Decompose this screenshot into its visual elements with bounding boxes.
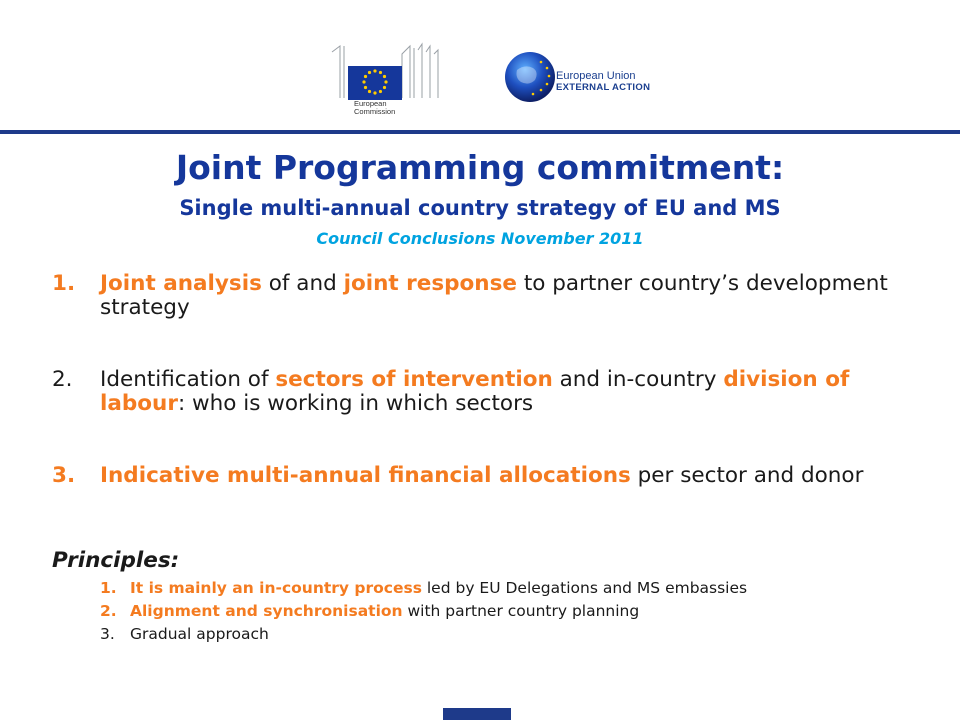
commitment-list: [52, 272, 932, 488]
slide-subtitle: Single multi-annual country strategy of EU and MS: [179, 196, 781, 220]
header-logos: [0, 0, 960, 130]
eeas-globe-logo: [503, 50, 558, 105]
slide-subtitle-council: Council Conclusions November 2011: [316, 229, 644, 248]
principle-item: 2. Alignment and synchronisation with partner country planning: [100, 602, 640, 620]
header-divider: [0, 130, 960, 134]
principles-heading: Principles:: [52, 548, 180, 573]
list-item: 1. Joint analysis of and joint response to partner country’s development strategy: [52, 271, 888, 320]
principle-item: 1. It is mainly an in-country process led by EU Delegations and MS embassies: [100, 579, 748, 597]
list-item: 3. Indicative multi-annual financial allocations per sector and donor: [52, 463, 864, 488]
ec-caption: European Commission: [354, 99, 396, 116]
slide-title: Joint Programming commitment:: [175, 148, 785, 187]
footer-tab: [443, 708, 511, 720]
principles-list: [100, 580, 900, 649]
principle-item: 3. Gradual approach: [100, 625, 269, 643]
list-item: 2. Identification of sectors of intervention and in-country division of labour: who is working in which sectors: [52, 367, 850, 416]
eeas-wordmark: European Union EXTERNAL ACTION: [556, 70, 651, 93]
